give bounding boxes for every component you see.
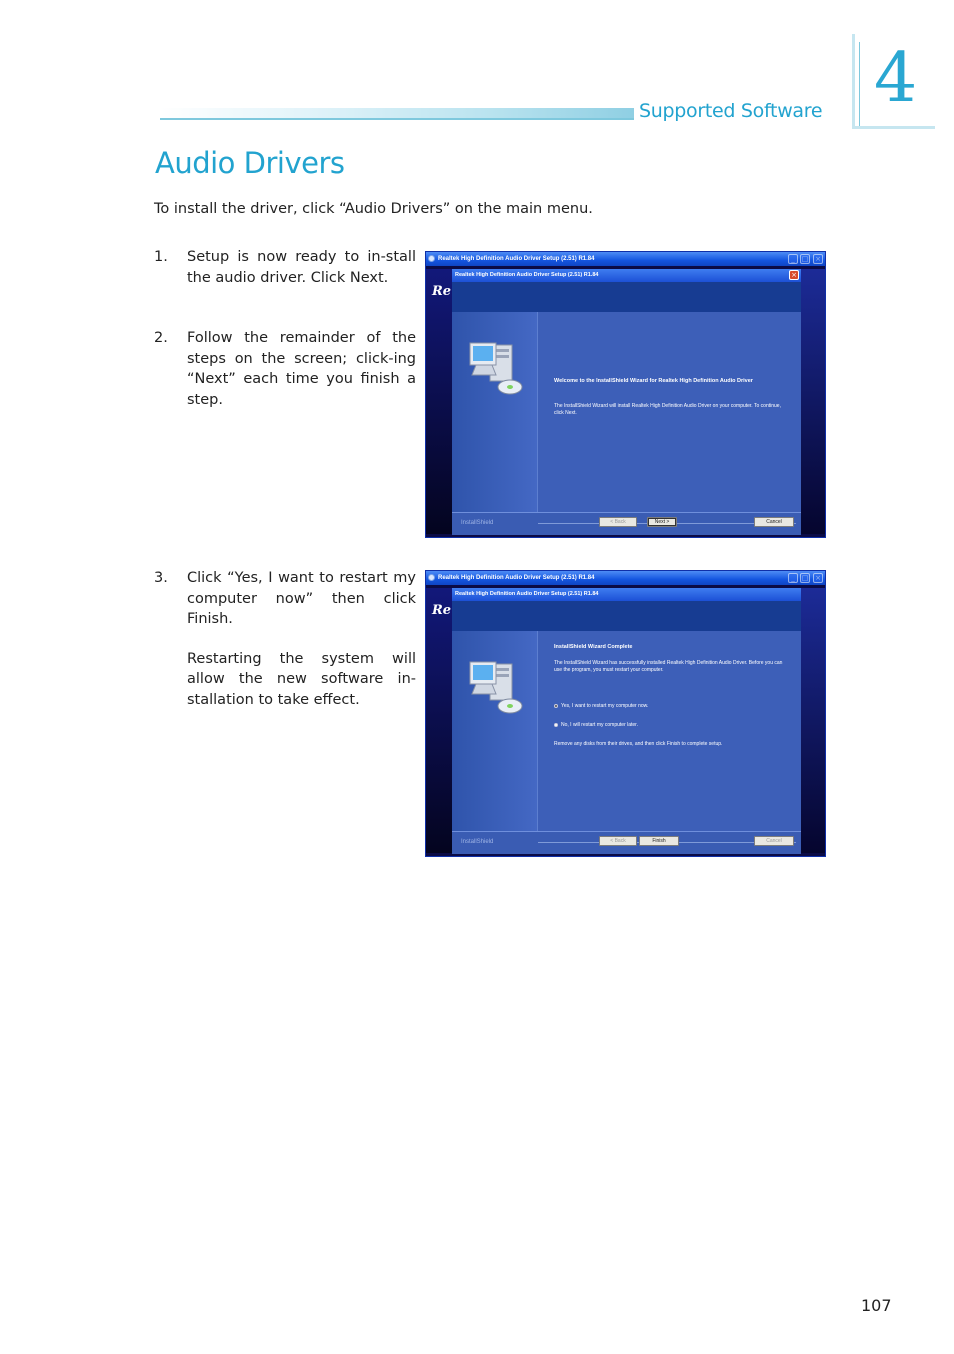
chapter-number: 4	[874, 39, 918, 118]
minimize-icon[interactable]: _	[788, 254, 798, 264]
setup-app-icon	[428, 255, 435, 262]
wizard-footer	[452, 831, 801, 854]
step-number: 1.	[154, 249, 168, 265]
radio-unselected-icon[interactable]	[554, 723, 558, 727]
realtek-logo-fragment: Re	[432, 603, 452, 618]
wizard-heading: Welcome to the InstallShield Wizard for Realtek High Definition Audio Driver	[554, 378, 753, 384]
realtek-logo-fragment: Re	[432, 284, 452, 299]
outer-window-title: Realtek High Definition Audio Driver Setup (2.51) R1.84	[438, 575, 595, 581]
wizard-body: The InstallShield Wizard has successfully installed Realtek High Definition Audio Driver. Before you can use the program, you must restart your computer.	[554, 660, 783, 673]
step-note: Restarting the system will allow the new software in-stallation to take effect.	[187, 650, 416, 708]
wizard-dialog	[452, 269, 801, 534]
section-label: Supported Software	[639, 100, 823, 122]
dialog-titlebar	[452, 269, 801, 282]
page-number: 107	[861, 1296, 892, 1315]
restart-later-radio[interactable]	[554, 722, 638, 728]
screenshot-complete	[425, 570, 826, 857]
step-1	[154, 247, 416, 307]
close-icon[interactable]: ×	[813, 254, 823, 264]
wizard-note: Remove any disks from their drives, and then click Finish to complete setup.	[554, 741, 723, 747]
step-3	[154, 568, 416, 729]
step-text: Follow the remainder of the steps on the screen; click-ing “Next” each time you finish a step.	[187, 330, 416, 408]
back-button[interactable]: < Back	[599, 836, 637, 846]
outer-window-titlebar	[426, 571, 825, 585]
installshield-brand: InstallShield	[461, 839, 494, 845]
wizard-body: The InstallShield Wizard will install Realtek High Definition Audio Driver on your computer. To continue, click Next.	[554, 403, 781, 416]
cancel-button[interactable]: Cancel	[754, 836, 794, 846]
restart-now-radio[interactable]	[554, 703, 648, 709]
finish-button[interactable]: Finish	[639, 836, 679, 846]
step-number: 2.	[154, 330, 168, 346]
dialog-title: Realtek High Definition Audio Driver Setup (2.51) R1.84	[455, 272, 599, 278]
installshield-brand: InstallShield	[461, 520, 494, 526]
outer-window-title: Realtek High Definition Audio Driver Setup (2.51) R1.84	[438, 256, 595, 262]
screenshot-welcome	[425, 251, 826, 538]
maximize-icon[interactable]: □	[801, 574, 809, 582]
dialog-title: Realtek High Definition Audio Driver Setup (2.51) R1.84	[455, 591, 599, 597]
maximize-icon[interactable]: □	[801, 255, 809, 263]
close-icon[interactable]: ×	[813, 573, 823, 583]
step-text: Click “Yes, I want to restart my computer now” then click Finish.	[187, 570, 416, 627]
step-number: 3.	[154, 570, 168, 586]
intro-text: To install the driver, click “Audio Drivers” on the main menu.	[154, 201, 593, 217]
setup-app-icon	[428, 574, 435, 581]
radio-label: Yes, I want to restart my computer now.	[561, 703, 649, 709]
computer-cd-icon	[466, 654, 526, 720]
step-2	[154, 328, 416, 429]
cancel-button[interactable]: Cancel	[754, 517, 794, 527]
wizard-dialog	[452, 588, 801, 853]
header-decoration-bar	[160, 108, 634, 120]
computer-cd-icon	[466, 335, 526, 401]
dialog-titlebar	[452, 588, 801, 601]
wizard-heading: InstallShield Wizard Complete	[554, 644, 633, 650]
wizard-footer	[452, 512, 801, 535]
dialog-close-icon[interactable]: ×	[789, 270, 799, 280]
radio-label: No, I will restart my computer later.	[561, 722, 638, 728]
radio-selected-icon[interactable]	[554, 704, 558, 708]
step-text: Setup is now ready to in-stall the audio driver. Click Next.	[187, 249, 416, 286]
outer-window-titlebar	[426, 252, 825, 266]
minimize-icon[interactable]: _	[788, 573, 798, 583]
next-button[interactable]: Next >	[647, 517, 677, 527]
back-button[interactable]: < Back	[599, 517, 637, 527]
page-title: Audio Drivers	[155, 146, 345, 180]
